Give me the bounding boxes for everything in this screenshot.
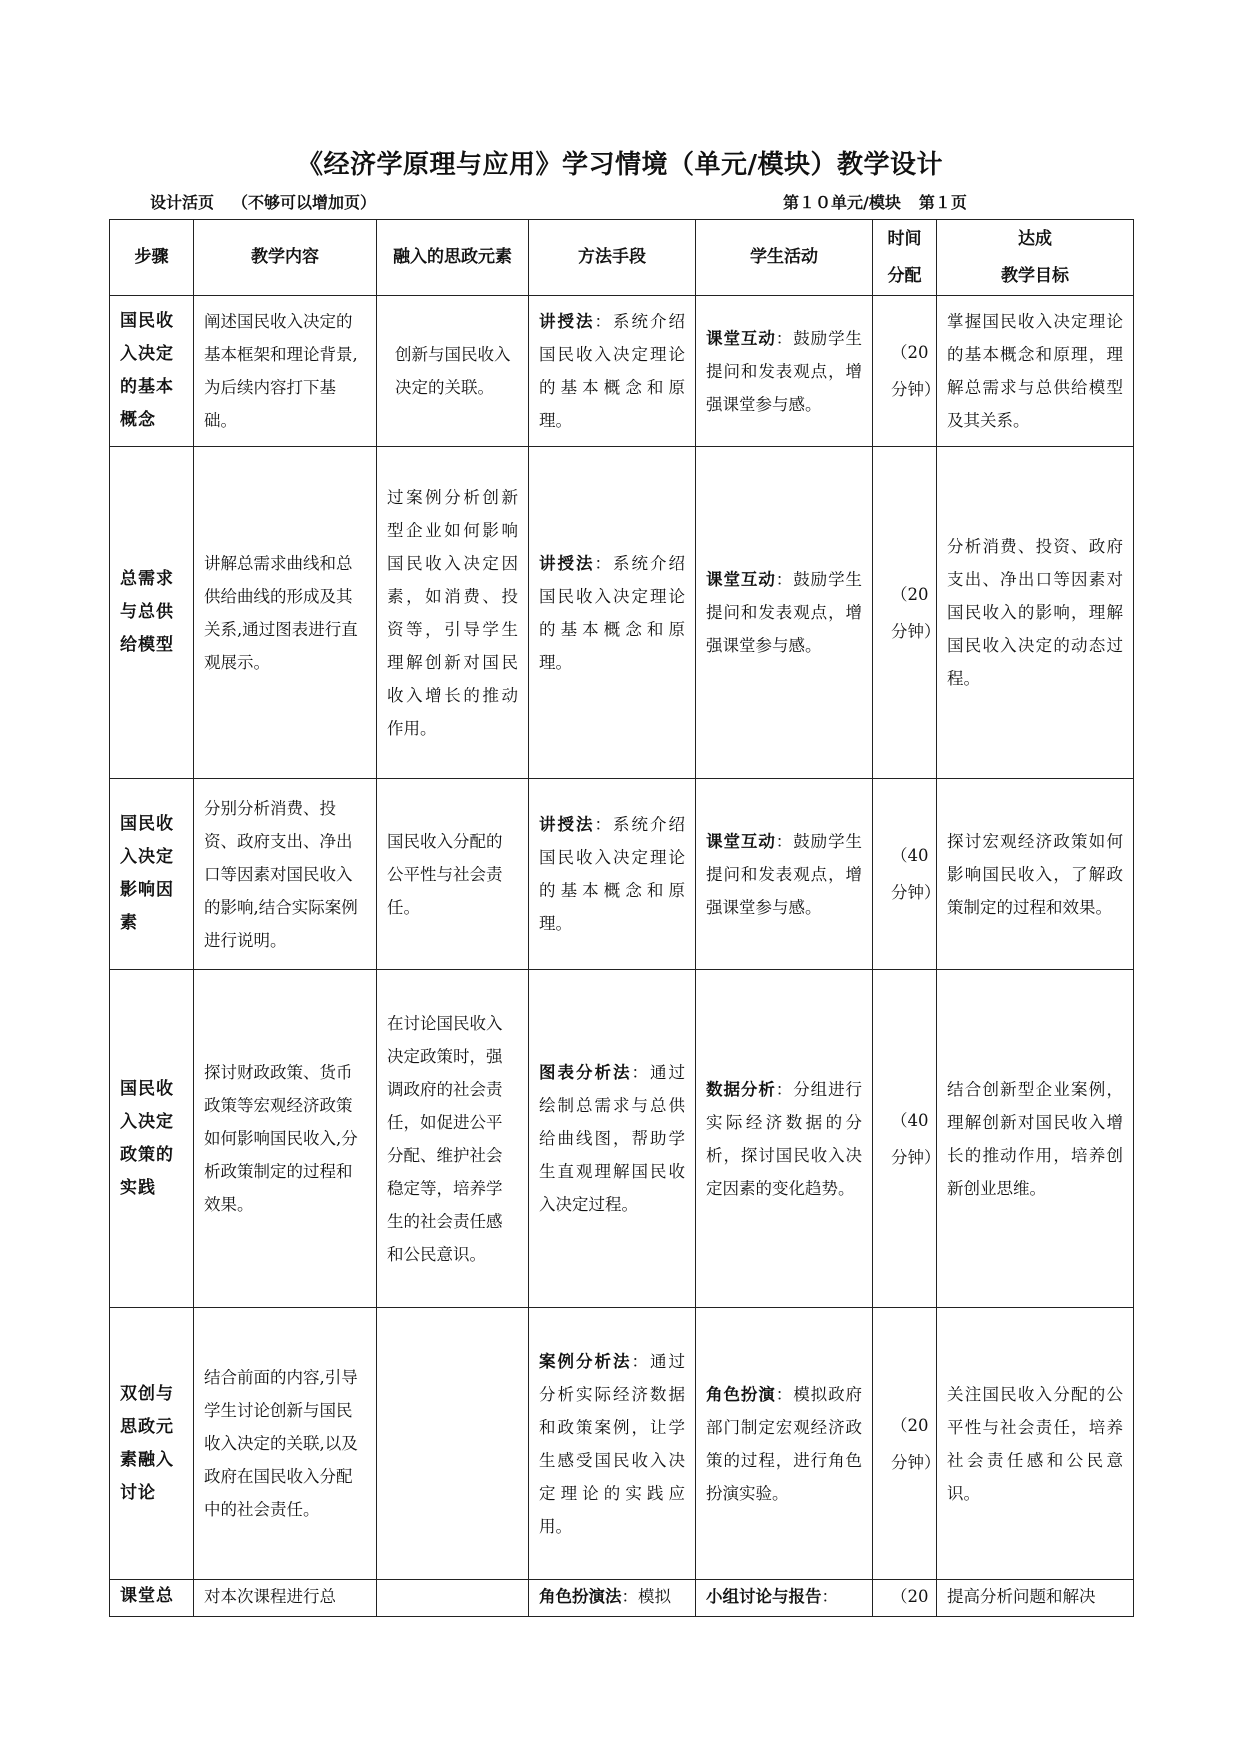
method-label: 讲授法 [539, 312, 595, 331]
goal-text: 探讨宏观经济政策如何影响国民收入，了解政策制定的过程和效果。 [947, 831, 1123, 917]
method-description: ：模拟 [621, 1587, 671, 1606]
goal-text: 分析消费、投资、政府支出、净出口等因素对国民收入的影响，理解国民收入决定的动态过程。 [947, 537, 1123, 688]
goal-text: 结合创新型企业案例，理解创新对国民收入增长的推动作用，培养创新创业思维。 [947, 1079, 1123, 1198]
method-description: ：通过分析实际经济数据和政策案例，让学生感受国民收入决定理论的实践应用。 [539, 1351, 685, 1536]
time-cell [873, 1308, 941, 1580]
ideology-text: 在讨论国民收入决定政策时，强调政府的社会责任，如促进公平分配、维护社会稳定等，培养学生的社会责任感和公民意识。 [387, 1013, 503, 1264]
goal-cell [937, 1308, 1134, 1580]
content-text: 分别分析消费、投资、政府支出、净出口等因素对国民收入的影响,结合实际案例进行说明。 [204, 798, 358, 950]
content-cell [194, 447, 377, 779]
method-label: 图表分析法 [539, 1063, 632, 1082]
activity-description: ： [821, 1587, 838, 1606]
goal-cell [937, 779, 1134, 970]
header-row [110, 220, 1134, 296]
time-text: （20分钟） [891, 1415, 941, 1472]
table-row [110, 779, 1134, 970]
method-cell [529, 447, 696, 779]
ideology-cell [377, 447, 529, 779]
table-row [110, 1308, 1134, 1580]
activity-description: ：鼓励学生提问和发表观点，增强课堂参与感。 [706, 831, 862, 917]
method-cell [529, 970, 696, 1308]
time-cell [873, 1580, 937, 1617]
goal-text: 关注国民收入分配的公平性与社会责任，培养社会责任感和公民意识。 [947, 1384, 1123, 1503]
time-cell [873, 970, 941, 1308]
step-label: 国民收入决定政策的实践 [120, 1078, 174, 1198]
ideology-cell [377, 296, 529, 447]
method-cell [529, 779, 696, 970]
time-cell [873, 447, 941, 779]
ideology-cell [377, 779, 529, 970]
method-cell [529, 296, 696, 447]
step-cell [110, 1580, 194, 1617]
goal-cell [937, 1580, 1134, 1617]
activity-description: ：鼓励学生提问和发表观点，增强课堂参与感。 [706, 328, 862, 414]
table-row [110, 296, 1134, 447]
activity-text [696, 1376, 872, 1512]
method-text [529, 303, 695, 439]
method-text [529, 1054, 695, 1223]
time-text: （20分钟） [891, 343, 941, 399]
time-text: （20分钟） [891, 584, 941, 641]
ideology-text: 过案例分析创新型企业如何影响国民收入决定因素，如消费、投资等，引导学生理解创新对国民收入增长的推动作用。 [387, 487, 518, 738]
activity-label: 数据分析 [706, 1079, 776, 1099]
header-goal-line2: 教学目标 [1001, 265, 1069, 286]
step-label: 课堂总 [120, 1586, 174, 1606]
time-cell [873, 779, 941, 970]
activity-text [696, 823, 872, 926]
activity-label: 课堂互动 [706, 328, 776, 348]
subheader-left [150, 190, 376, 213]
activity-text [696, 1580, 872, 1613]
activity-cell [696, 447, 873, 779]
content-cell [194, 1308, 377, 1580]
activity-label: 小组讨论与报告 [706, 1587, 822, 1606]
content-text: 对本次课程进行总 [204, 1587, 336, 1606]
goal-text: 掌握国民收入决定理论的基本概念和原理，理解总需求与总供给模型及其关系。 [947, 312, 1123, 430]
header-ideology [377, 220, 529, 296]
step-cell [110, 779, 194, 970]
step-label: 总需求与总供给模型 [120, 569, 174, 655]
step-cell [110, 447, 194, 779]
content-text: 阐述国民收入决定的基本框架和理论背景,为后续内容打下基础。 [204, 312, 358, 430]
header-time-label: 时间分配 [887, 228, 922, 286]
activity-text [696, 1071, 872, 1207]
design-sheet-label: 设计活页 [150, 193, 215, 212]
header-method: 方法手段 [529, 220, 696, 296]
header-step: 步骤 [110, 220, 194, 296]
goal-text: 提高分析问题和解决 [947, 1587, 1096, 1606]
ideology-text [377, 1442, 528, 1446]
unit-number: 第１０单元/模块 [783, 193, 901, 212]
step-cell [110, 1308, 194, 1580]
time-cell [873, 296, 941, 447]
method-text [529, 806, 695, 942]
step-label: 双创与思政元素融入讨论 [120, 1383, 174, 1503]
method-description: ：系统介绍国民收入决定理论的基本概念和原理。 [539, 815, 685, 933]
activity-label: 课堂互动 [706, 831, 776, 851]
time-text: （40分钟） [891, 1110, 941, 1167]
table-row [110, 447, 1134, 779]
activity-description: ：分组进行实际经济数据的分析，探讨国民收入决定因素的变化趋势。 [706, 1079, 862, 1198]
content-cell [194, 970, 377, 1308]
ideology-text: 创新与国民收入决定的关联。 [395, 345, 511, 397]
method-label: 讲授法 [539, 553, 595, 573]
ideology-cell [377, 1308, 529, 1580]
method-cell [529, 1308, 696, 1580]
step-cell [110, 970, 194, 1308]
method-text [529, 1343, 695, 1545]
goal-cell [937, 970, 1134, 1308]
activity-description: ：鼓励学生提问和发表观点，增强课堂参与感。 [706, 570, 862, 655]
activity-description: ：模拟政府部门制定宏观经济政策的过程，进行角色扮演实验。 [706, 1384, 862, 1503]
step-label: 国民收入决定影响因素 [120, 814, 174, 933]
activity-cell [696, 779, 873, 970]
teaching-design-table [109, 219, 1134, 1617]
header-time [873, 220, 937, 296]
method-text [529, 1580, 695, 1613]
content-text: 讲解总需求曲线和总供给曲线的形成及其关系,通过图表进行直观展示。 [204, 553, 358, 672]
method-label: 角色扮演法 [539, 1587, 622, 1606]
add-pages-note: （不够可以增加页） [232, 193, 377, 212]
activity-cell [696, 1580, 873, 1617]
header-content: 教学内容 [194, 220, 377, 296]
activity-label: 角色扮演 [706, 1384, 776, 1404]
method-description: ：系统介绍国民收入决定理论的基本概念和原理。 [539, 312, 685, 430]
activity-text [696, 561, 872, 664]
method-description: ：通过绘制总需求与总供给曲线图，帮助学生直观理解国民收入决定过程。 [539, 1063, 685, 1214]
method-text [529, 545, 695, 681]
step-cell [110, 296, 194, 447]
header-ideology-label: 融入的思政元素 [393, 247, 512, 267]
subheader-right [783, 190, 967, 213]
table-row [110, 970, 1134, 1308]
content-cell [194, 296, 377, 447]
content-text: 探讨财政政策、货币政策等宏观经济政策如何影响国民收入,分析政策制定的过程和效果。 [204, 1063, 358, 1214]
time-text: （20 [891, 1587, 929, 1606]
ideology-cell [377, 1580, 529, 1617]
header-goal-line1: 达成 [1018, 228, 1052, 249]
activity-cell [696, 970, 873, 1308]
table-row [110, 1580, 1134, 1617]
method-description: ：系统介绍国民收入决定理论的基本概念和原理。 [539, 553, 685, 672]
content-text: 结合前面的内容,引导学生讨论创新与国民收入决定的关联,以及政府在国民收入分配中的社会责任。 [204, 1368, 358, 1519]
activity-cell [696, 1308, 873, 1580]
page-number: 第１页 [918, 193, 967, 212]
goal-cell [937, 296, 1134, 447]
method-cell [529, 1580, 696, 1617]
ideology-text [377, 1580, 528, 1584]
method-label: 案例分析法 [539, 1351, 632, 1371]
activity-cell [696, 296, 873, 447]
content-cell [194, 779, 377, 970]
ideology-text: 国民收入分配的公平性与社会责任。 [387, 831, 503, 917]
page-title: 《经济学原理与应用》学习情境（单元/模块）教学设计 [297, 150, 943, 180]
content-cell [194, 1580, 377, 1617]
header-activity: 学生活动 [696, 220, 873, 296]
step-label: 国民收入决定的基本概念 [120, 311, 174, 430]
activity-label: 课堂互动 [706, 570, 776, 589]
goal-cell [937, 447, 1134, 779]
method-label: 讲授法 [539, 815, 595, 834]
header-goal [937, 220, 1134, 296]
time-text: （40分钟） [891, 846, 941, 902]
activity-text [696, 320, 872, 423]
ideology-cell [377, 970, 529, 1308]
